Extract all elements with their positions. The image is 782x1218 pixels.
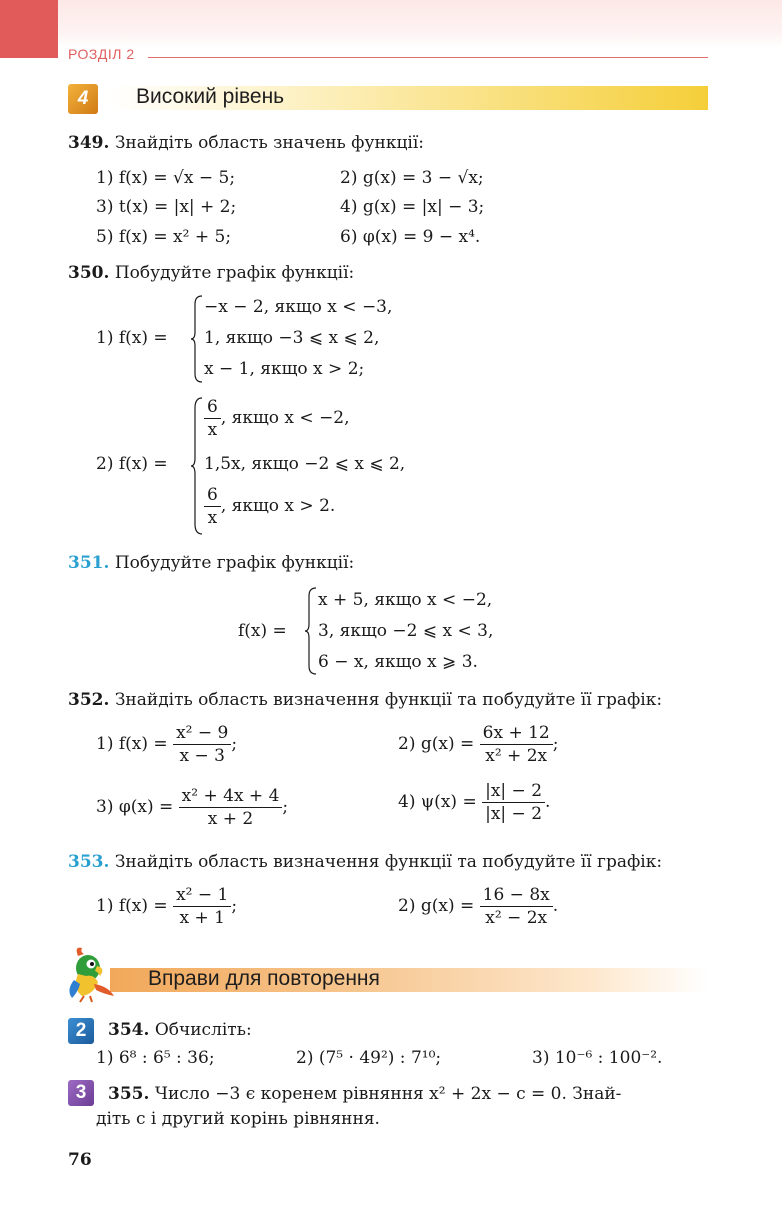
level-2-cube-icon: 2 bbox=[68, 1018, 94, 1044]
p352-item-1 bbox=[96, 722, 237, 767]
p350-f2-case-1 bbox=[204, 396, 350, 441]
p351-brace bbox=[304, 586, 318, 676]
page-number: 76 bbox=[68, 1150, 92, 1170]
problem-number: 353. bbox=[68, 852, 110, 872]
p351-case-2: 3, якщо −2 ⩽ x < 3, bbox=[318, 621, 494, 641]
p349-item-2: 2) g(x) = 3 − √x; bbox=[340, 168, 484, 188]
problem-353-heading bbox=[68, 852, 662, 872]
numerator: x² + 4x + 4 bbox=[179, 785, 283, 808]
fraction bbox=[173, 884, 231, 929]
problem-350-heading bbox=[68, 263, 354, 283]
p353-item-2 bbox=[398, 884, 558, 929]
problem-355-line-1 bbox=[108, 1084, 621, 1104]
case-condition: , якщо x > 2. bbox=[220, 496, 336, 516]
item-tail: . bbox=[545, 792, 551, 812]
level-heading-title: Високий рівень bbox=[136, 85, 285, 108]
numerator: 6 bbox=[204, 396, 221, 419]
p351-case-3: 6 − x, якщо x ⩾ 3. bbox=[318, 652, 478, 672]
problem-354-heading bbox=[108, 1020, 252, 1040]
chapter-color-tab bbox=[0, 0, 58, 58]
problem-text: Побудуйте графік функції: bbox=[114, 263, 355, 283]
numerator: 6 bbox=[204, 484, 221, 507]
denominator: |x| − 2 bbox=[485, 804, 543, 824]
problem-352-heading bbox=[68, 690, 662, 710]
fraction bbox=[480, 722, 553, 767]
p350-f2-brace bbox=[190, 396, 204, 536]
p354-item-3: 3) 10⁻⁶ : 100⁻². bbox=[532, 1048, 663, 1068]
p353-item-1 bbox=[96, 884, 237, 929]
item-label: 3) φ(x) = bbox=[96, 797, 174, 817]
level-4-cube-icon: 4 bbox=[68, 84, 98, 114]
page-header-band bbox=[0, 0, 782, 48]
item-label: 1) f(x) = bbox=[96, 896, 168, 916]
problem-text: Обчисліть: bbox=[154, 1020, 252, 1040]
p349-item-1: 1) f(x) = √x − 5; bbox=[96, 168, 236, 188]
review-heading-title: Вправи для повторення bbox=[148, 967, 380, 990]
fraction bbox=[204, 396, 221, 441]
numerator: 16 − 8x bbox=[480, 884, 553, 907]
chapter-label: РОЗДІЛ 2 bbox=[68, 46, 135, 62]
item-tail: . bbox=[552, 896, 559, 916]
item-label: 4) ψ(x) = bbox=[398, 792, 477, 812]
denominator: x − 3 bbox=[179, 746, 225, 766]
p351-case-1: x + 5, якщо x < −2, bbox=[318, 590, 493, 610]
problem-number: 354. bbox=[108, 1020, 150, 1040]
problem-text: Знайдіть область визначення функції та побудуйте її графік: bbox=[114, 852, 663, 872]
fraction bbox=[204, 484, 221, 529]
p352-item-2 bbox=[398, 722, 558, 767]
numerator: x² − 1 bbox=[173, 884, 231, 907]
denominator: x bbox=[207, 420, 218, 440]
item-tail: ; bbox=[552, 734, 559, 754]
p350-f2-label: 2) f(x) = bbox=[96, 454, 168, 474]
p354-item-2: 2) (7⁵ · 49²) : 7¹⁰; bbox=[296, 1048, 442, 1068]
denominator: x bbox=[207, 508, 218, 528]
denominator: x² + 2x bbox=[485, 746, 548, 766]
item-tail: ; bbox=[231, 734, 238, 754]
item-label: 2) g(x) = bbox=[398, 734, 475, 754]
problem-355-line-2: діть c і другий корінь рівняння. bbox=[96, 1109, 380, 1129]
p352-item-3 bbox=[96, 785, 288, 830]
problem-number: 352. bbox=[68, 690, 110, 710]
numerator: x² − 9 bbox=[173, 722, 231, 745]
problem-text: Побудуйте графік функції: bbox=[114, 553, 355, 573]
item-tail: ; bbox=[282, 797, 289, 817]
denominator: x² − 2x bbox=[485, 908, 548, 928]
item-label: 2) g(x) = bbox=[398, 896, 475, 916]
denominator: x + 2 bbox=[207, 809, 254, 829]
p350-f1-label: 1) f(x) = bbox=[96, 328, 168, 348]
p352-item-4 bbox=[398, 780, 550, 825]
p354-item-1: 1) 6⁸ : 6⁵ : 36; bbox=[96, 1048, 215, 1068]
p349-item-4: 4) g(x) = |x| − 3; bbox=[340, 197, 485, 217]
numerator: 6x + 12 bbox=[480, 722, 553, 745]
p350-f1-case-1: −x − 2, якщо x < −3, bbox=[204, 297, 393, 317]
fraction bbox=[480, 884, 553, 929]
problem-number: 355. bbox=[108, 1084, 150, 1104]
problem-text: Знайдіть область значень функції: bbox=[114, 133, 424, 153]
p350-f1-case-2: 1, якщо −3 ⩽ x ⩽ 2, bbox=[204, 328, 380, 348]
level-3-cube-icon: 3 bbox=[68, 1080, 94, 1106]
problem-text: Число −3 є коренем рівняння x² + 2x − c = 0. Знай- bbox=[154, 1084, 622, 1104]
problem-text: Знайдіть область визначення функції та побудуйте її графік: bbox=[114, 690, 663, 710]
p350-f2-case-2: 1,5x, якщо −2 ⩽ x ⩽ 2, bbox=[204, 454, 406, 474]
denominator: x + 1 bbox=[179, 908, 225, 928]
p349-item-3: 3) t(x) = |x| + 2; bbox=[96, 197, 237, 217]
p350-f1-brace bbox=[190, 294, 204, 384]
numerator: |x| − 2 bbox=[482, 780, 545, 803]
item-tail: ; bbox=[231, 896, 238, 916]
p349-item-6: 6) φ(x) = 9 − x⁴. bbox=[340, 227, 481, 247]
parrot-mascot-icon bbox=[64, 944, 120, 1004]
problem-351-heading bbox=[68, 553, 354, 573]
problem-number: 349. bbox=[68, 133, 110, 153]
chapter-rule bbox=[148, 57, 708, 58]
problem-number: 351. bbox=[68, 553, 110, 573]
fraction bbox=[482, 780, 545, 825]
fraction bbox=[173, 722, 231, 767]
fraction bbox=[179, 785, 283, 830]
item-label: 1) f(x) = bbox=[96, 734, 168, 754]
problem-349-heading bbox=[68, 133, 424, 153]
p349-item-5: 5) f(x) = x² + 5; bbox=[96, 227, 232, 247]
p350-f2-case-3 bbox=[204, 484, 335, 529]
p350-f1-case-3: x − 1, якщо x > 2; bbox=[204, 359, 365, 379]
p351-label: f(x) = bbox=[238, 621, 287, 641]
problem-number: 350. bbox=[68, 263, 110, 283]
case-condition: , якщо x < −2, bbox=[220, 408, 350, 428]
